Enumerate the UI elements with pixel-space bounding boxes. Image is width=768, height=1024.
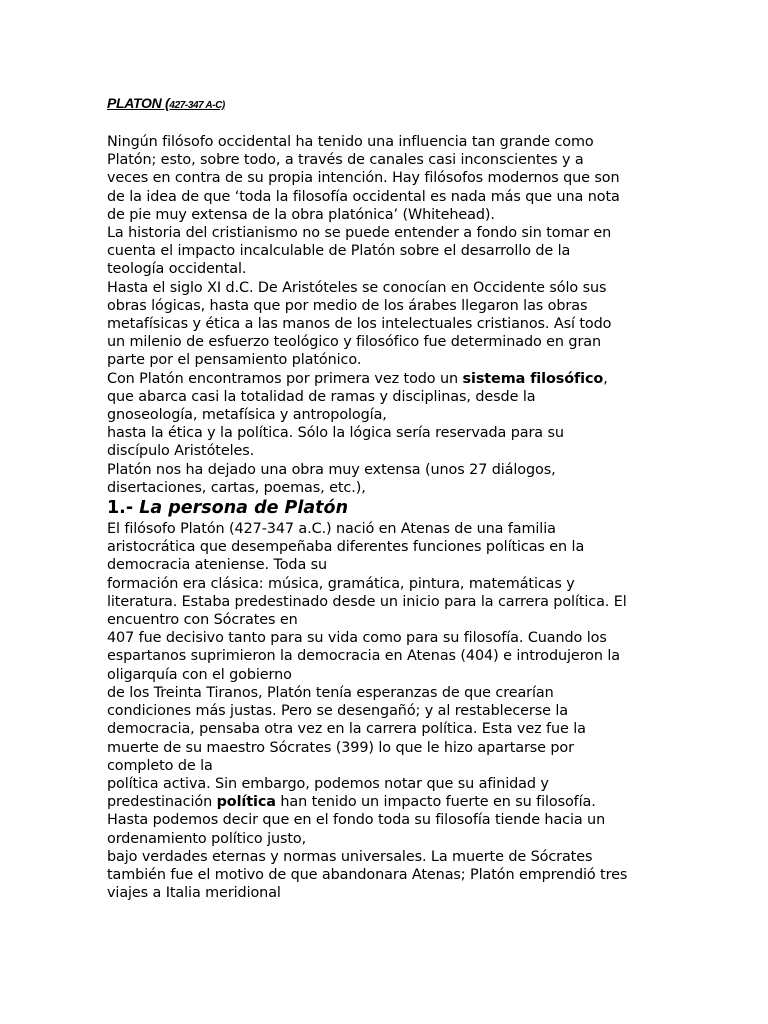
- text-line: Ningún filósofo occidental ha tenido una influencia tan grande como: [107, 134, 594, 150]
- text-line: completo de la: [107, 757, 213, 774]
- text-line: gnoseología, metafísica y antropología,: [107, 407, 387, 424]
- text-line-politica: [107, 793, 667, 811]
- section-paragraph: [107, 520, 667, 902]
- text-line: teología occidental.: [107, 261, 247, 278]
- text-line: política activa. Sin embargo, podemos notar que su afinidad y: [107, 775, 549, 792]
- text-line-sistema: [107, 370, 667, 388]
- text-line: disertaciones, cartas, poemas, etc.),: [107, 479, 366, 496]
- text-line: metafísicas y ética a las manos de los intelectuales cristianos. Así todo: [107, 316, 612, 333]
- text-line: espartanos suprimieron la democracia en Atenas (404) e introdujeron la: [107, 648, 621, 665]
- text-line: 407 fue decisivo tanto para su vida como para su filosofía. Cuando los: [107, 630, 607, 647]
- text-line: literatura. Estaba predestinado desde un inicio para la carrera política. El: [107, 593, 627, 610]
- text-line: de los Treinta Tiranos, Platón tenía esperanzas de que crearían: [107, 684, 554, 701]
- text-line: Hasta el siglo XI d.C. De Aristóteles se conocían en Occidente sólo sus: [107, 279, 607, 296]
- text-line: muerte de su maestro Sócrates (399) lo que le hizo apartarse por: [107, 739, 574, 756]
- text-line: democracia ateniense. Toda su: [107, 557, 328, 574]
- title-dates: 427-347 A-C): [169, 100, 225, 111]
- text-line: aristocrática que desempeñaba diferentes funciones políticas en la: [107, 539, 585, 556]
- text-line: ordenamiento político justo,: [107, 830, 307, 847]
- text-line: El filósofo Platón (427-347 a.C.) nació en Atenas de una familia: [107, 521, 556, 538]
- text-line: viajes a Italia meridional: [107, 885, 281, 902]
- section-number: 1.-: [107, 498, 140, 519]
- text-line: un milenio de esfuerzo teológico y filosófico fue determinado en gran: [107, 334, 601, 351]
- sistema-bold-term: sistema filosófico: [462, 370, 604, 387]
- text-line: que abarca casi la totalidad de ramas y disciplinas, desde la: [107, 388, 536, 405]
- politica-bold-term: política: [216, 794, 276, 811]
- text-line: Platón nos ha dejado una obra muy extensa (unos 27 diálogos,: [107, 461, 556, 478]
- politica-before: predestinación: [107, 794, 217, 811]
- text-line: hasta la ética y la política. Sólo la lógica sería reservada para su: [107, 425, 564, 442]
- text-line: Hasta podemos decir que en el fondo toda su filosofía tiende hacia un: [107, 812, 606, 829]
- section-title: La persona de Platón: [139, 498, 349, 519]
- text-line: La historia del cristianismo no se puede entender a fondo sin tomar en: [107, 225, 612, 242]
- title-main: PLATON (: [107, 95, 170, 111]
- text-line: obras lógicas, hasta que por medio de los árabes llegaron las obras: [107, 297, 588, 314]
- text-line: de pie muy extensa de la obra platónica’ (Whitehead).: [107, 206, 495, 223]
- politica-after: han tenido un impacto fuerte en su filosofía.: [275, 794, 596, 811]
- text-line: también fue el motivo de que abandonara Atenas; Platón emprendió tres: [107, 866, 628, 883]
- text-line: democracia, pensaba otra vez en la carrera política. Esta vez fue la: [107, 721, 586, 738]
- text-line: formación era clásica: música, gramática, pintura, matemáticas y: [107, 575, 575, 592]
- text-line: encuentro con Sócrates en: [107, 612, 298, 629]
- sistema-before: Con Platón encontramos por primera vez todo un: [107, 370, 463, 387]
- text-line: discípulo Aristóteles.: [107, 443, 255, 460]
- text-line: veces en contra de su propia intención. Hay filósofos modernos que son: [107, 170, 620, 187]
- text-line: condiciones más justas. Pero se desengañó; y al restablecerse la: [107, 703, 568, 720]
- text-line: de la idea de que ‘toda la filosofía occidental es nada más que una nota: [107, 188, 620, 205]
- sistema-after: ,: [603, 370, 608, 387]
- text-line: oligarquía con el gobierno: [107, 666, 292, 683]
- document-page: [107, 94, 667, 902]
- text-line: bajo verdades eternas y normas universales. La muerte de Sócrates: [107, 848, 593, 865]
- section-heading: [107, 497, 667, 520]
- text-line: parte por el pensamiento platónico.: [107, 352, 362, 369]
- document-title: [107, 94, 667, 115]
- text-line: cuenta el impacto incalculable de Platón sobre el desarrollo de la: [107, 243, 571, 260]
- text-line: Platón; esto, sobre todo, a través de canales casi inconscientes y a: [107, 152, 584, 169]
- intro-paragraph: [107, 133, 667, 497]
